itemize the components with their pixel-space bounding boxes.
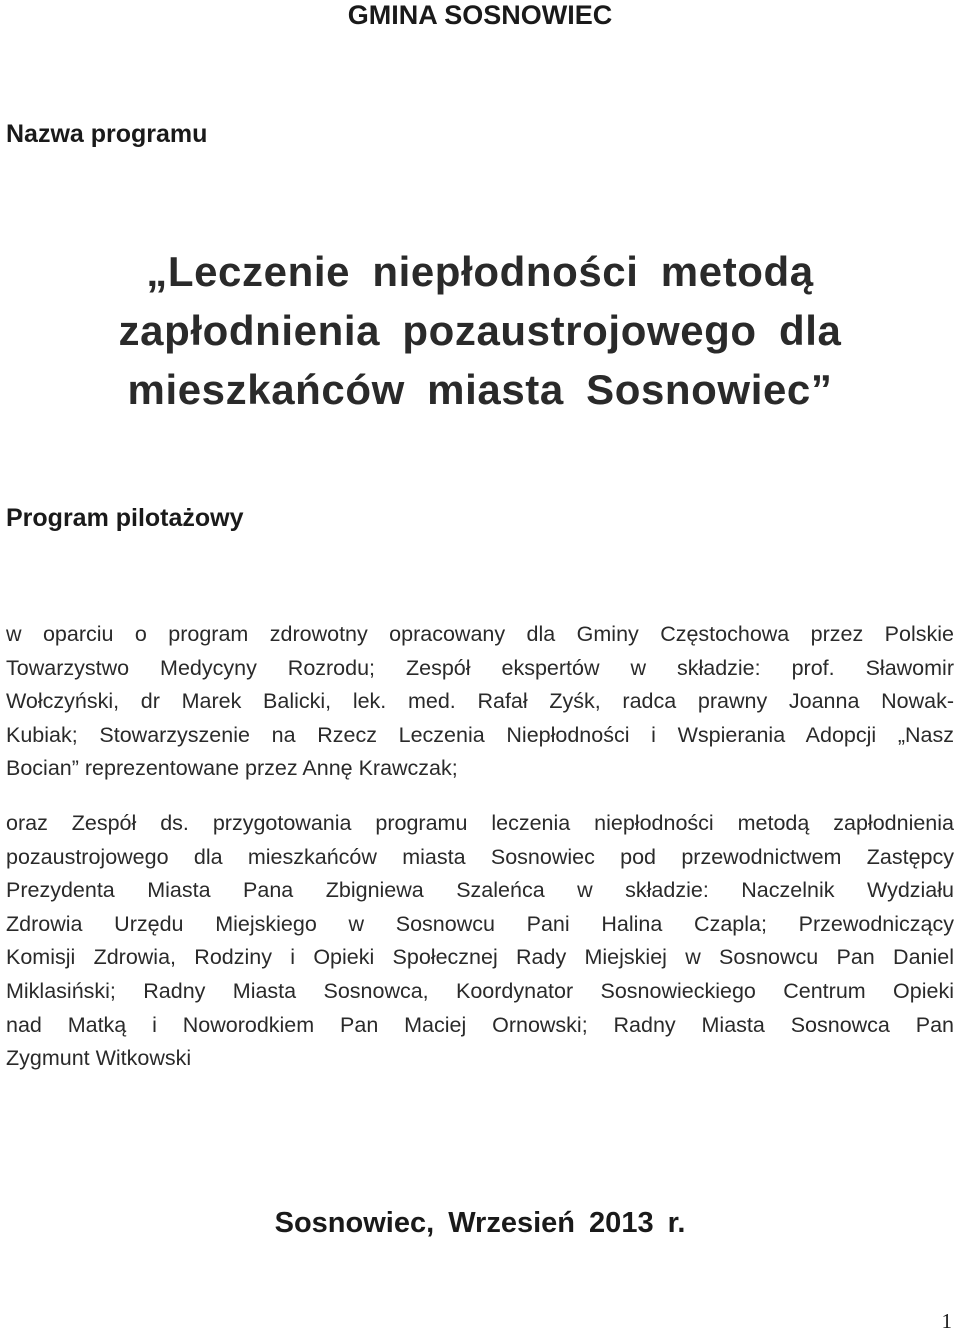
paragraph-line: Kubiak; Stowarzyszenie na Rzecz Leczenia Niepłodności i Wspierania Adopcji „Nasz — [6, 722, 954, 747]
place-and-date: Sosnowiec, Wrzesień 2013 r. — [274, 1207, 686, 1239]
municipality-header: GMINA SOSNOWIEC — [347, 0, 613, 30]
program-type-subtitle: Program pilotażowy — [6, 504, 244, 532]
paragraph-line: Zygmunt Witkowski — [6, 1046, 192, 1071]
program-title-line: mieszkańców miasta Sosnowiec” — [127, 366, 833, 413]
paragraph-line: w oparciu o program zdrowotny opracowany dla Gminy Częstochowa przez Polskie — [6, 622, 954, 646]
paragraph-line: Zdrowia Urzędu Miejskiego w Sosnowcu Pani Halina Czapla; Przewodniczący — [6, 911, 954, 936]
authors-paragraph — [6, 618, 954, 786]
program-title-line: zapłodnienia pozaustrojowego dla — [118, 307, 842, 354]
paragraph-line: nad Matką i Noworodkiem Pan Maciej Ornowski; Radny Miasta Sosnowca Pan — [6, 1012, 954, 1037]
paragraph-line: Wołczyński, dr Marek Balicki, lek. med. Rafał Zyśk, radca prawny Joanna Nowak- — [6, 689, 954, 714]
program-name-label: Nazwa programu — [6, 120, 208, 148]
paragraph-line: Miklasiński; Radny Miasta Sosnowca, Koordynator Sosnowieckiego Centrum Opieki — [6, 978, 954, 1003]
program-title — [60, 242, 900, 419]
paragraph-line: pozaustrojowego dla mieszkańców miasta Sosnowiec pod przewodnictwem Zastępcy — [6, 844, 954, 869]
paragraph-line: Komisji Zdrowia, Rodziny i Opieki Społecznej Rady Miejskiej w Sosnowcu Pan Daniel — [6, 945, 954, 970]
paragraph-line: Towarzystwo Medycyny Rozrodu; Zespół ekspertów w składzie: prof. Sławomir — [6, 655, 954, 680]
paragraph-line: oraz Zespół ds. przygotowania programu leczenia niepłodności metodą zapłodnienia — [6, 811, 954, 835]
page-number: 1 — [941, 1309, 952, 1333]
program-title-line: „Leczenie niepłodności metodą — [146, 248, 814, 295]
team-paragraph — [6, 807, 954, 1076]
paragraph-line: Prezydenta Miasta Pana Zbigniewa Szaleńca w składzie: Naczelnik Wydziału — [6, 878, 954, 903]
paragraph-line: Bocian” reprezentowane przez Annę Krawczak; — [6, 756, 458, 781]
